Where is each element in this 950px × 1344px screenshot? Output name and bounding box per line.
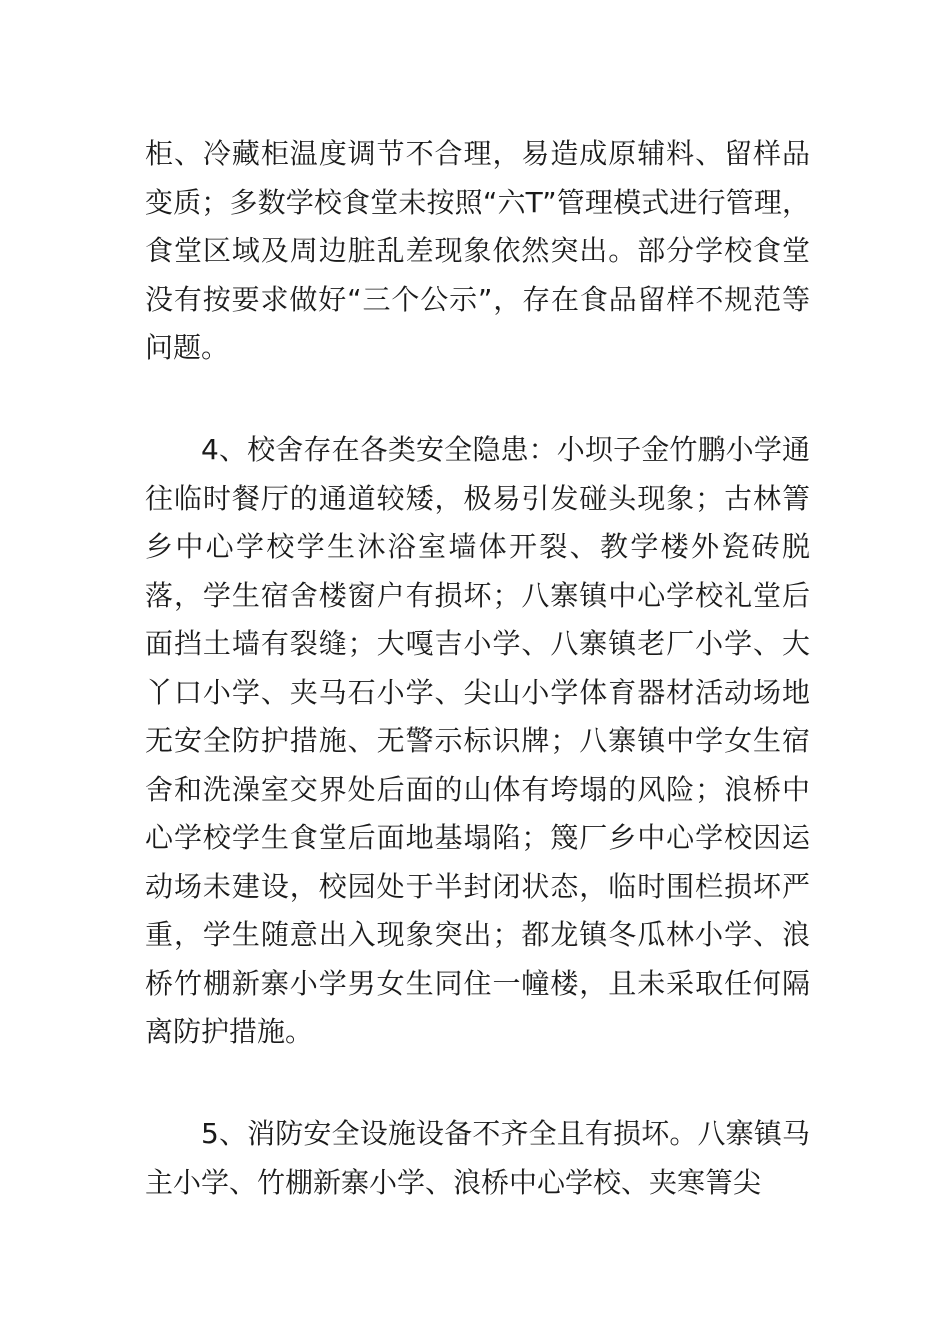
paragraph-fire-safety: 5、消防安全设施设备不齐全且有损坏。八寨镇马主小学、竹棚新寨小学、浪桥中心学校、夹寒箐尖 [145, 1117, 810, 1199]
paragraph-canteen-issues: 柜、冷藏柜温度调节不合理，易造成原辅料、留样品变质；多数学校食堂未按照“六T”管理模式进行管理，食堂区域及周边脏乱差现象依然突出。部分学校食堂没有按要求做好“三个公示”，存在食品留样不规范等问题。 [145, 137, 810, 364]
paragraph-school-building-hazards: 4、校舍存在各类安全隐患：小坝子金竹鹏小学通往临时餐厅的通道较矮，极易引发碰头现象；古林箐乡中心学校学生沐浴室墙体开裂、教学楼外瓷砖脱落，学生宿舍楼窗户有损坏；八寨镇中心学校礼堂后面挡土墙有裂缝；大嘎吉小学、八寨镇老厂小学、大丫口小学、夹马石小学、尖山小学体育器材活动场地无安全防护措施、无警示标识牌；八寨镇中学女生宿舍和洗澡室交界处后面的山体有垮塌的风险；浪桥中心学校学生食堂后面地基塌陷；篾厂乡中心学校因运动场未建设，校园处于半封闭状态，临时围栏损坏严重，学生随意出入现象突出；都龙镇冬瓜林小学、浪桥竹棚新寨小学男女生同住一幢楼，且未采取任何隔离防护措施。 [145, 433, 810, 1048]
